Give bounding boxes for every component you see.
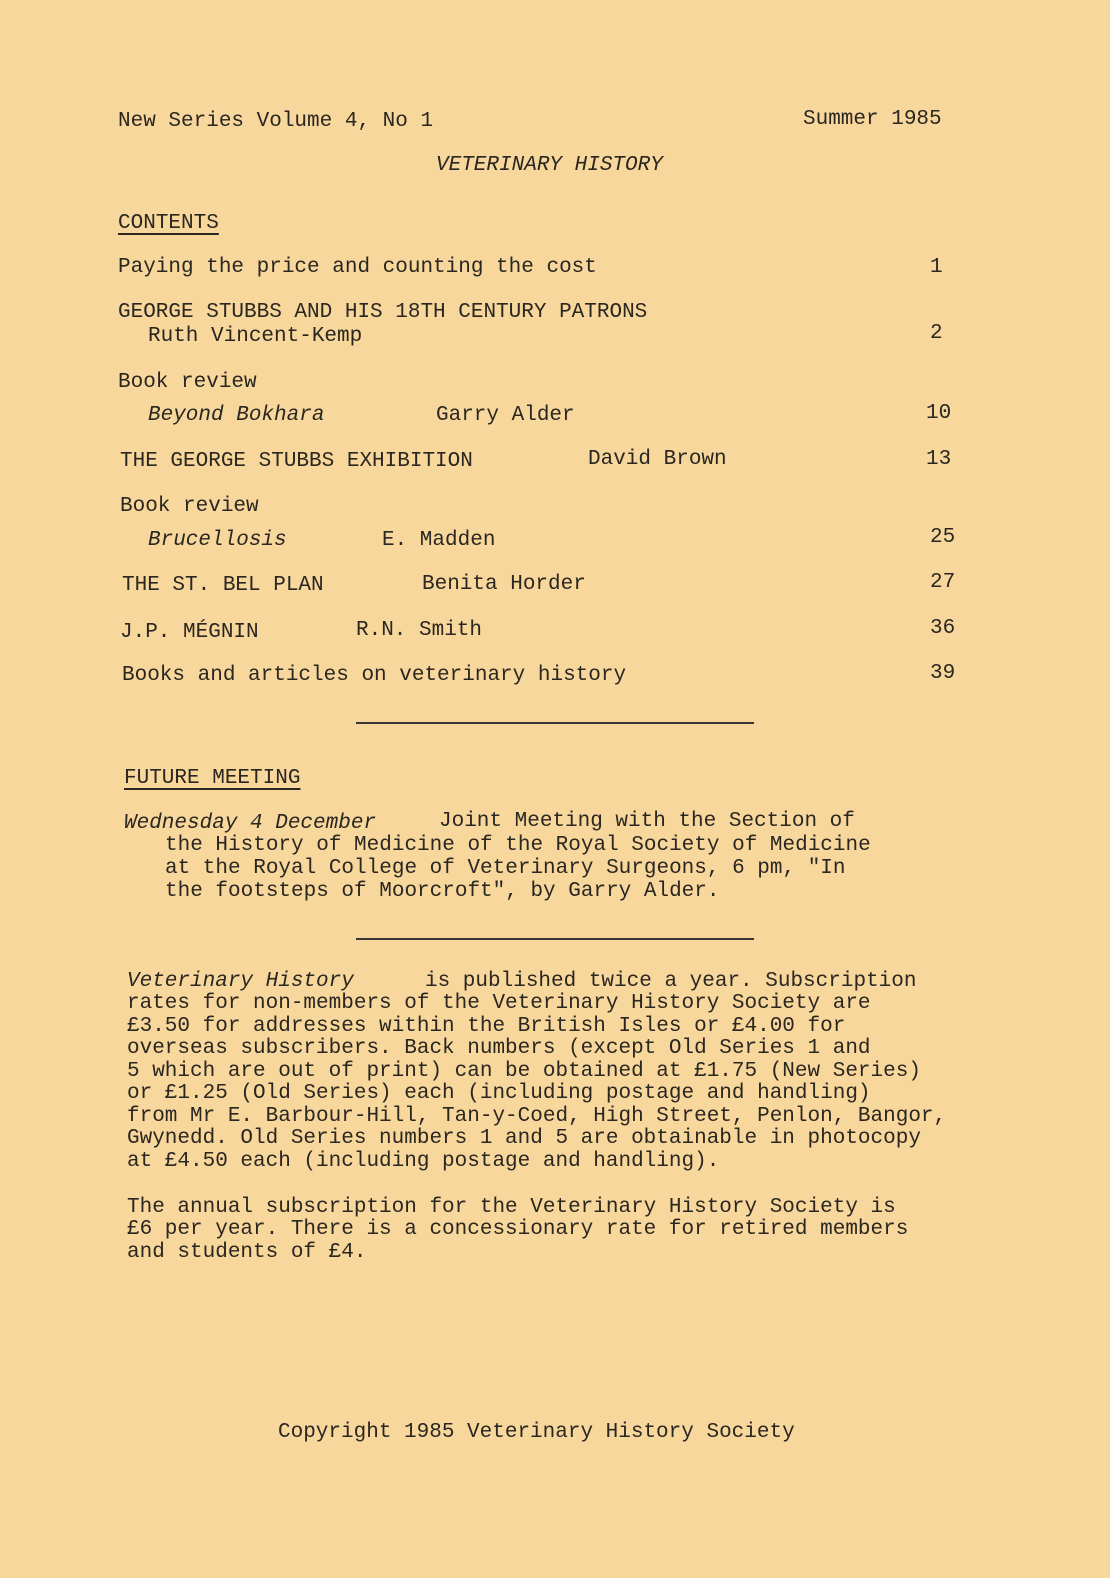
future-meeting-heading: FUTURE MEETING: [124, 767, 301, 790]
meeting-text-line: the footsteps of Moorcroft", by Garry Alder.: [165, 880, 720, 903]
series-volume: New Series Volume 4, No 1: [118, 110, 434, 133]
meeting-text-line: Joint Meeting with the Section of: [439, 810, 855, 833]
journal-title: VETERINARY HISTORY: [436, 154, 663, 177]
contents-heading: CONTENTS: [118, 212, 219, 235]
issue-season: Summer 1985: [803, 108, 942, 131]
toc-page: 10: [926, 402, 952, 425]
toc-page: 1: [930, 256, 943, 279]
meeting-text-line: the History of Medicine of the Royal Society of Medicine: [165, 834, 871, 857]
toc-page: 39: [930, 662, 956, 685]
toc-title: THE GEORGE STUBBS EXHIBITION: [120, 450, 473, 473]
toc-author: David Brown: [588, 448, 727, 471]
subscription-text-line: rates for non-members of the Veterinary History Society are: [127, 992, 871, 1015]
subscription-text-line: 5 which are out of print) can be obtained at £1.75 (New Series): [127, 1060, 921, 1083]
toc-author: E. Madden: [382, 529, 496, 552]
toc-title: THE ST. BEL PLAN: [122, 574, 324, 597]
toc-page: 36: [930, 617, 956, 640]
toc-title: J.P. MÉGNIN: [120, 621, 259, 644]
annual-text-line: and students of £4.: [127, 1241, 367, 1264]
copyright-notice: Copyright 1985 Veterinary History Society: [278, 1421, 795, 1444]
meeting-text-line: at the Royal College of Veterinary Surgeons, 6 pm, "In: [165, 857, 846, 880]
journal-name: Veterinary History: [127, 970, 354, 993]
toc-title: Books and articles on veterinary history: [122, 664, 627, 687]
toc-title: Book review: [118, 371, 257, 394]
subscription-text-line: from Mr E. Barbour-Hill, Tan-y-Coed, High Street, Penlon, Bangor,: [127, 1105, 947, 1128]
subscription-text-line: Gwynedd. Old Series numbers 1 and 5 are obtainable in photocopy: [127, 1127, 921, 1150]
annual-text-line: £6 per year. There is a concessionary rate for retired members: [127, 1218, 909, 1241]
toc-title: Book review: [120, 495, 259, 518]
meeting-date: Wednesday 4 December: [124, 812, 377, 835]
subscription-text-line: overseas subscribers. Back numbers (except Old Series 1 and: [127, 1037, 871, 1060]
toc-author: R.N. Smith: [356, 619, 483, 642]
toc-page: 13: [926, 448, 952, 471]
toc-author: Garry Alder: [436, 404, 575, 427]
subscription-text-line: or £1.25 (Old Series) each (including postage and handling): [127, 1082, 871, 1105]
toc-page: 25: [930, 526, 956, 549]
subscription-text-line: at £4.50 each (including postage and handling).: [127, 1150, 720, 1173]
toc-title: Paying the price and counting the cost: [118, 256, 597, 279]
toc-page: 2: [930, 322, 943, 345]
toc-page: 27: [930, 571, 956, 594]
toc-book-title: Brucellosis: [148, 529, 287, 552]
toc-author: Benita Horder: [422, 573, 586, 596]
annual-text-line: The annual subscription for the Veterinary History Society is: [127, 1196, 896, 1219]
toc-book-title: Beyond Bokhara: [148, 404, 325, 427]
divider-rule: [356, 938, 754, 940]
divider-rule: [356, 722, 754, 724]
subscription-text-line: is published twice a year. Subscription: [425, 970, 917, 993]
subscription-text-line: £3.50 for addresses within the British Isles or £4.00 for: [127, 1015, 846, 1038]
toc-author: Ruth Vincent-Kemp: [148, 325, 363, 348]
toc-title: GEORGE STUBBS AND HIS 18TH CENTURY PATRONS: [118, 301, 648, 324]
